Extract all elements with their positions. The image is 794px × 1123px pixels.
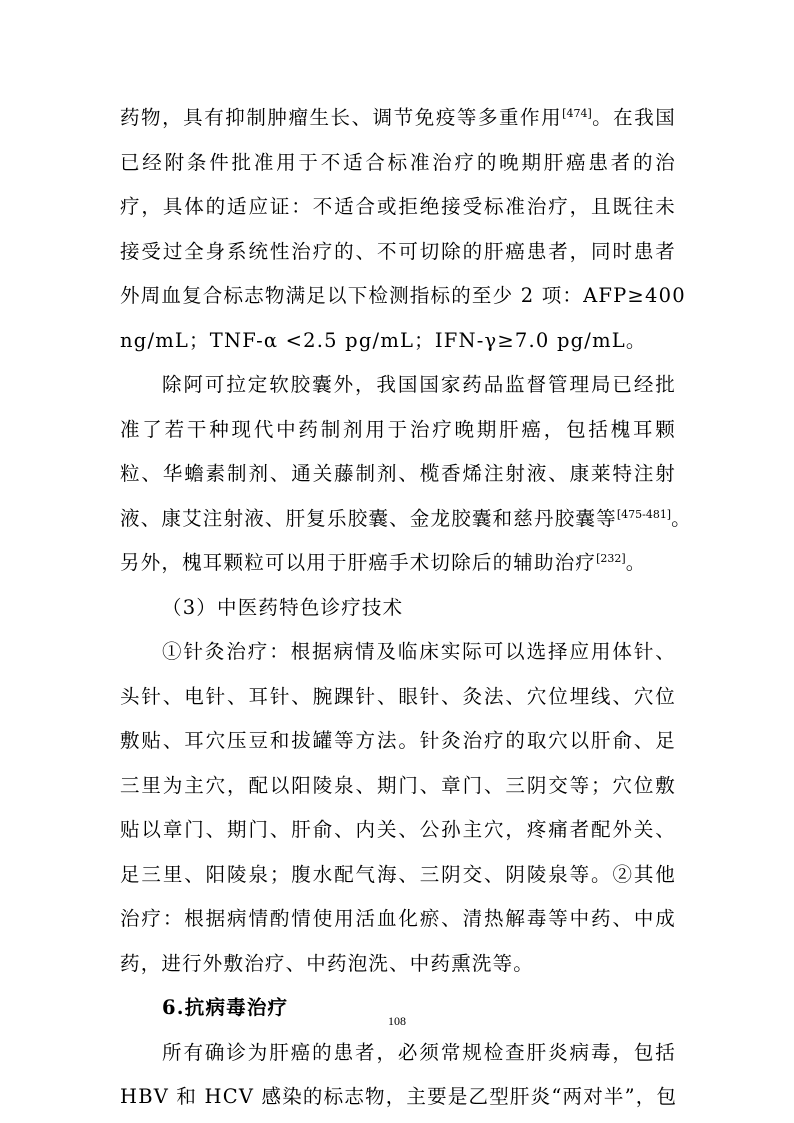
- paragraph-line: 接受过全身系统性治疗的、不可切除的肝癌患者，同时患者: [120, 239, 676, 263]
- paragraph-line: HBV 和 HCV 感染的标志物，主要是乙型肝炎“两对半”，包: [120, 1085, 678, 1108]
- paragraph-line: 敷贴、耳穴压豆和拔罐等方法。针灸治疗的取穴以肝俞、足: [120, 729, 676, 752]
- paragraph-line: ng/mL；TNF-α <2.5 pg/mL；IFN-γ≥7.0 pg/mL。: [120, 328, 647, 352]
- page-number: 108: [388, 1014, 406, 1028]
- paragraph-line: ①针灸治疗：根据病情及临床实际可以选择应用体针、: [162, 640, 676, 663]
- paragraph-line: 药，进行外敷治疗、中药泡洗、中药熏洗等。: [120, 951, 535, 975]
- citation-ref: [475-481]: [616, 507, 672, 521]
- body-text: [120, 96, 692, 1120]
- paragraph-line: 已经附条件批准用于不适合标准治疗的晚期肝癌患者的治: [120, 150, 676, 174]
- paragraph-line: 贴以章门、期门、肝俞、内关、公孙主穴，疼痛者配外关、: [120, 818, 676, 841]
- citation-ref: [474]: [562, 107, 592, 120]
- section-subheading: （3）中医药特色诊疗技术: [162, 595, 404, 619]
- paragraph-line: 除阿可拉定软胶囊外，我国国家药品监督管理局已经批: [162, 373, 676, 396]
- paragraph-line: 疗，具体的适应证：不适合或拒绝接受标准治疗，且既往未: [120, 195, 676, 218]
- paragraph-line: 足三里、阳陵泉；腹水配气海、三阴交、阴陵泉等。②其他: [120, 862, 676, 886]
- paragraph-line: 粒、华蟾素制剂、通关藤制剂、榄香烯注射液、康莱特注射: [120, 462, 676, 485]
- paragraph-line: 外周血复合标志物满足以下检测指标的至少 2 项：AFP≥400: [120, 284, 686, 307]
- paragraph-line: 液、康艾注射液、肝复乐胶囊、金龙胶囊和慈丹胶囊等[475-481]。: [120, 506, 692, 530]
- paragraph-line: 药物，具有抑制肿瘤生长、调节免疫等多重作用[474]。在我国: [120, 106, 676, 129]
- paragraph-line: 治疗：根据病情酌情使用活血化瘀、清热解毒等中药、中成: [120, 907, 676, 930]
- citation-ref: [232]: [596, 552, 626, 565]
- paragraph-line: 头针、电针、耳针、腕踝针、眼针、灸法、穴位埋线、穴位: [120, 684, 676, 708]
- section-heading: 6.抗病毒治疗: [162, 996, 289, 1019]
- paragraph-line: 准了若干种现代中药制剂用于治疗晚期肝癌，包括槐耳颗: [120, 417, 676, 441]
- paragraph-line: 三里为主穴，配以阳陵泉、期门、章门、三阴交等；穴位敷: [120, 773, 676, 797]
- paragraph-line: 所有确诊为肝癌的患者，必须常规检查肝炎病毒，包括: [162, 1040, 676, 1064]
- paragraph-line: 另外，槐耳颗粒可以用于肝癌手术切除后的辅助治疗[232]。: [120, 551, 647, 574]
